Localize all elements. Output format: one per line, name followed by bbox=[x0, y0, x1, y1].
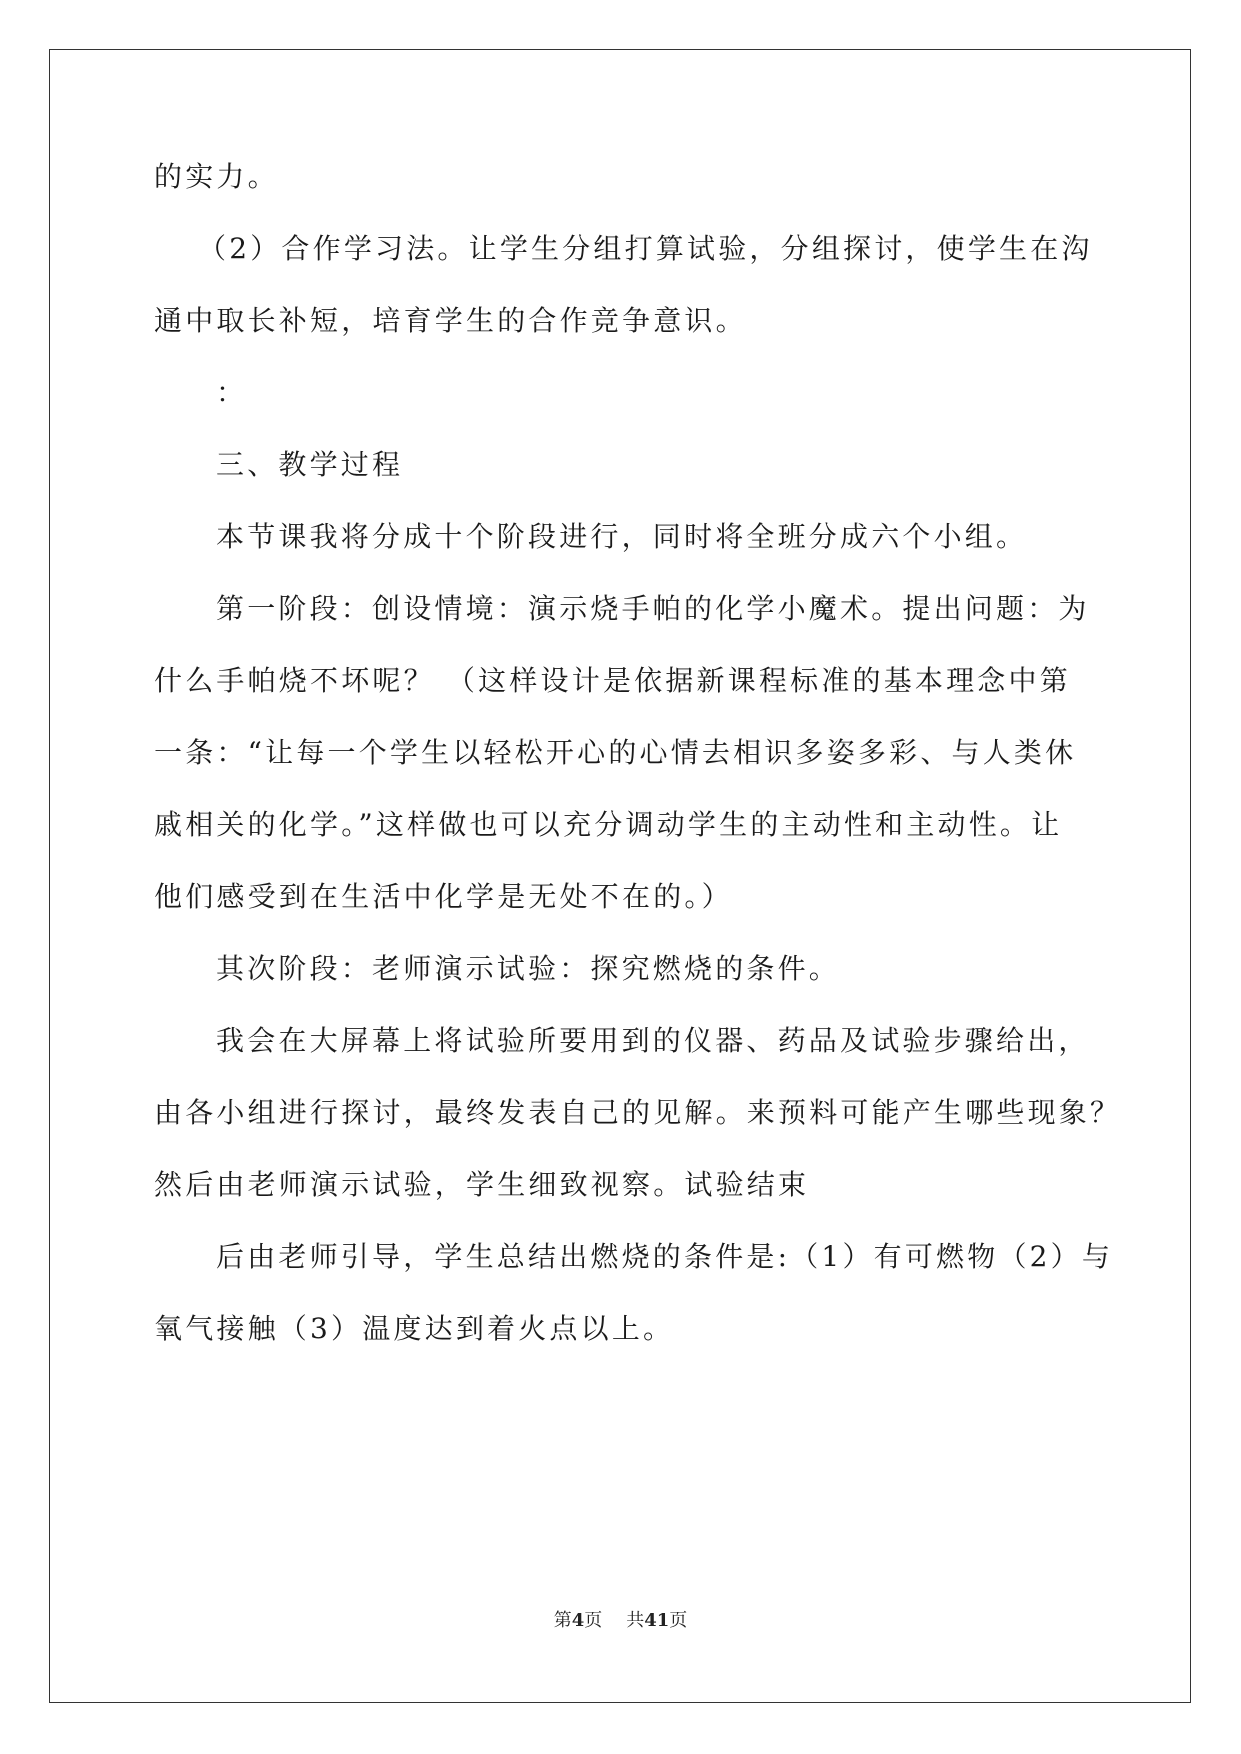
text-line: 一条：“让每一个学生以轻松开心的心情去相识多姿多彩、与人类休 bbox=[154, 736, 1077, 769]
footer-page-mid: 页 bbox=[584, 1610, 603, 1631]
text-line: 本节课我将分成十个阶段进行，同时将全班分成六个小组。 bbox=[216, 520, 1028, 553]
text-line: 第一阶段：创设情境：演示烧手帕的化学小魔术。提出问题：为 bbox=[216, 592, 1090, 625]
text-line: 氧气接触（3）温度达到着火点以上。 bbox=[154, 1312, 675, 1345]
text-line: 然后由老师演示试验，学生细致视察。试验结束 bbox=[154, 1168, 810, 1201]
text-line: 由各小组进行探讨，最终发表自己的见解。来预料可能产生哪些现象？ bbox=[154, 1096, 1122, 1129]
text-line: （2）合作学习法。让学生分组打算试验，分组探讨，使学生在沟 bbox=[198, 232, 1093, 265]
text-line: ： bbox=[216, 376, 248, 409]
text-line: 我会在大屏幕上将试验所要用到的仪器、药品及试验步骤给出， bbox=[216, 1024, 1090, 1057]
text-line: 后由老师引导，学生总结出燃烧的条件是:（1）有可燃物（2）与 bbox=[216, 1240, 1114, 1273]
text-line: 他们感受到在生活中化学是无处不在的。） bbox=[154, 880, 733, 913]
footer-page-prefix: 第 bbox=[553, 1610, 572, 1631]
footer-total-suffix: 页 bbox=[669, 1610, 688, 1631]
footer-page-current: 4 bbox=[571, 1610, 585, 1631]
page-footer bbox=[0, 1609, 1241, 1633]
text-line: 通中取长补短，培育学生的合作竞争意识。 bbox=[154, 304, 747, 337]
footer-total-prefix: 共 bbox=[626, 1610, 645, 1631]
text-line: 的实力。 bbox=[154, 160, 279, 193]
section-heading: 三、教学过程 bbox=[216, 448, 404, 481]
text-line: 戚相关的化学。”这样做也可以充分调动学生的主动性和主动性。让 bbox=[154, 808, 1063, 841]
footer-page-total: 41 bbox=[644, 1610, 670, 1631]
text-line: 什么手帕烧不坏呢？ （这样设计是依据新课程标准的基本理念中第 bbox=[154, 664, 1071, 697]
text-line: 其次阶段：老师演示试验：探究燃烧的条件。 bbox=[216, 952, 841, 985]
page-border bbox=[49, 49, 1191, 1703]
